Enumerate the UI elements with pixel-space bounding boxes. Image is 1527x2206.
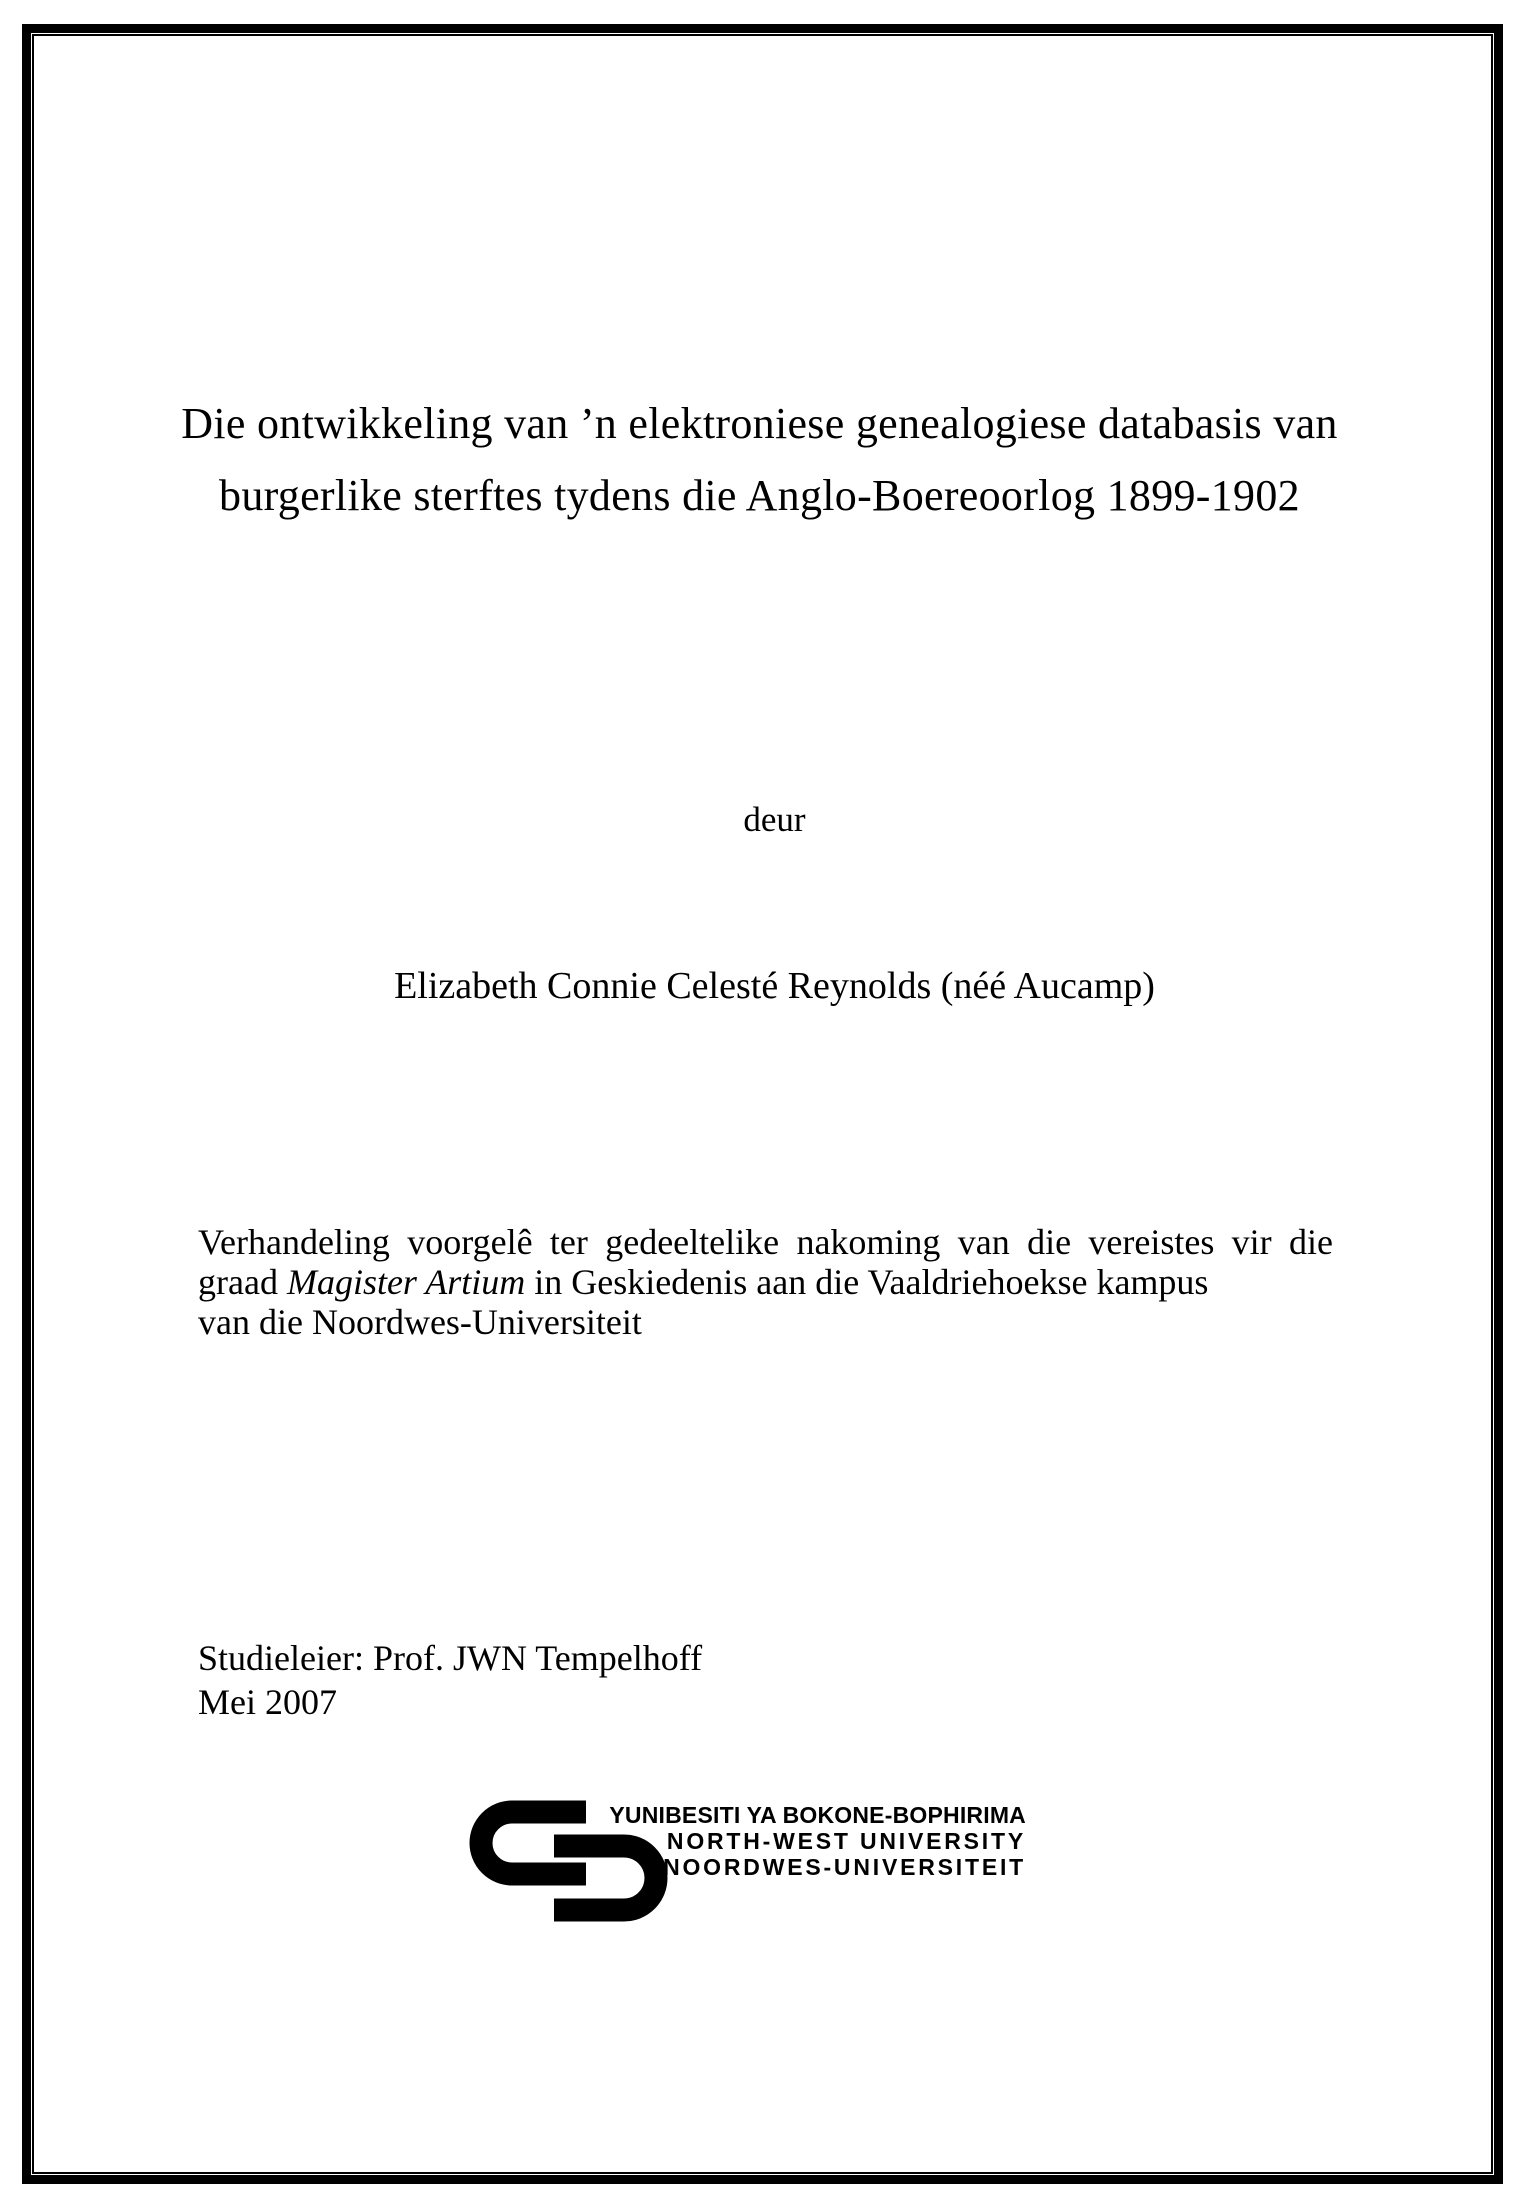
supervisor-block: [198, 1636, 702, 1724]
thesis-title: [30, 388, 1489, 532]
degree-statement-line2-pre: graad: [198, 1262, 287, 1302]
degree-statement: [198, 1222, 1333, 1342]
author-name: Elizabeth Connie Celesté Reynolds (néé Aucamp): [394, 965, 1155, 1007]
supervisor-line: Studieleier: Prof. JWN Tempelhoff: [198, 1638, 703, 1678]
date-line: Mei 2007: [198, 1682, 337, 1722]
degree-statement-line1: Verhandeling voorgelê ter gedeeltelike nakoming van die vereistes vir die: [198, 1222, 1333, 1262]
degree-title-italic: Magister Artium: [286, 1262, 526, 1302]
degree-statement-line2: [198, 1262, 1333, 1302]
logo-text-english: NORTH-WEST UNIVERSITY: [666, 1828, 1026, 1854]
university-logo: [458, 1788, 1038, 1938]
degree-statement-line3: van die Noordwes-Universiteit: [198, 1302, 642, 1342]
logo-text-afrikaans: NOORDWES-UNIVERSITEIT: [663, 1854, 1026, 1880]
logo-text-setswana: YUNIBESITI YA BOKONE-BOPHIRIMA: [609, 1802, 1026, 1828]
degree-statement-line2-post: in Geskiedenis aan die Vaaldriehoekse kampus: [525, 1262, 1209, 1302]
thesis-title-line2: burgerlike sterftes tydens die Anglo-Boereoorlog 1899-1902: [219, 471, 1300, 520]
thesis-title-line1: Die ontwikkeling van ’n elektroniese genealogiese databasis van: [181, 399, 1338, 448]
byline-deur: deur: [743, 800, 806, 839]
university-logo-text: [576, 1802, 1026, 1880]
